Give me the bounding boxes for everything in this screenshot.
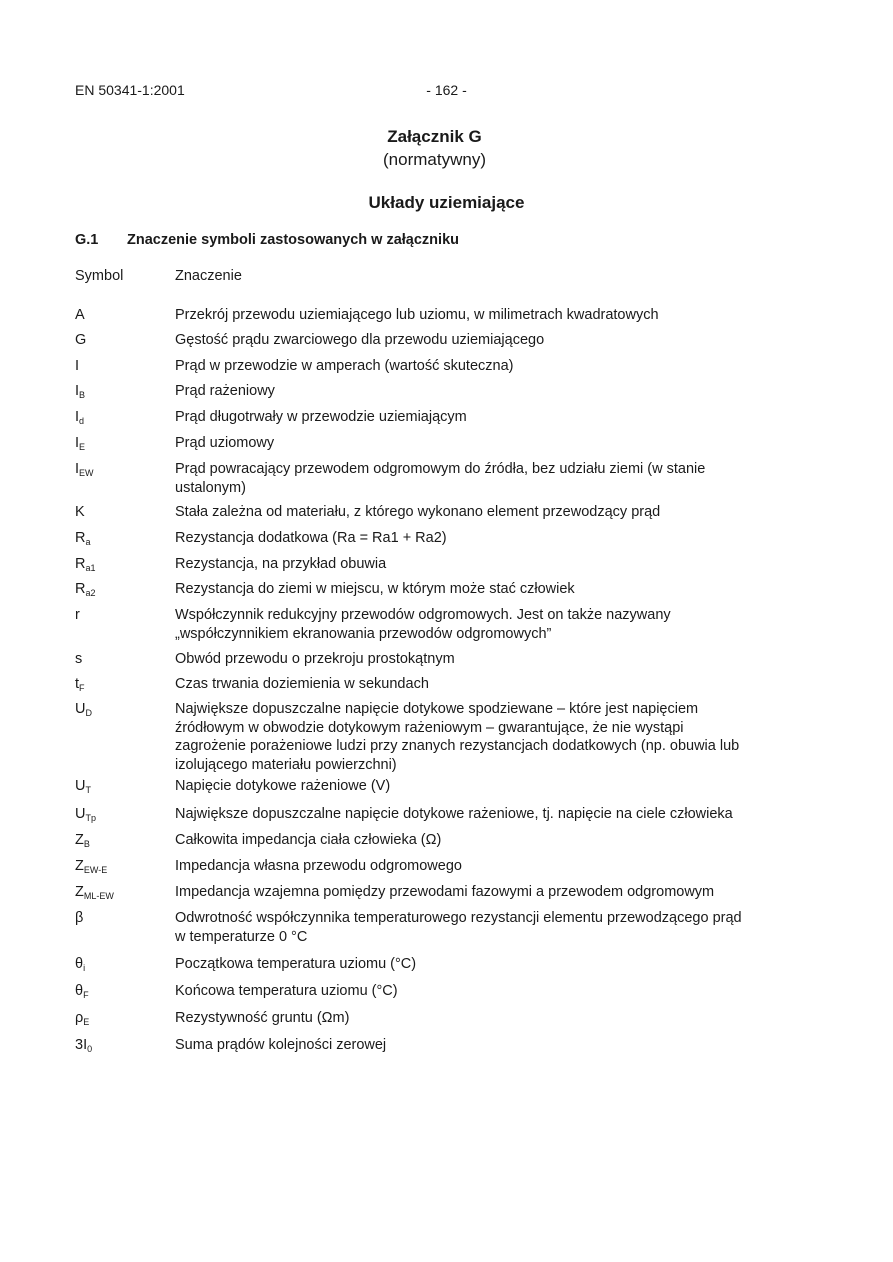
symbol-base: θ bbox=[75, 983, 84, 999]
column-meaning-header: Znaczenie bbox=[175, 268, 242, 284]
symbol-subscript: E bbox=[83, 1017, 90, 1027]
symbol-base: U bbox=[75, 806, 86, 822]
annex-title: Załącznik G bbox=[387, 127, 482, 146]
page-number: - 162 - bbox=[426, 82, 467, 98]
section-title: Znaczenie symboli zastosowanych w załączniku bbox=[127, 232, 459, 248]
meaning-cell: Największe dopuszczalne napięcie dotykowe spodziewane – które jest napięciem źródłowym w obwodzie dotykowym rażeniowym – gwarantujące, że nie wystąpi zagrożenie porażeniowe ludzi przy znanych rezystancjach dodatkowych (np. obuwia lub izolującego materiału powierzchni) bbox=[175, 701, 740, 773]
symbol-cell bbox=[75, 606, 165, 625]
meaning-cell: Początkowa temperatura uziomu (°C) bbox=[175, 956, 417, 972]
symbol-cell bbox=[75, 883, 165, 902]
symbol-base: θ bbox=[75, 956, 84, 972]
column-symbol-header: Symbol bbox=[75, 268, 124, 284]
symbol-cell bbox=[75, 909, 165, 928]
symbol-base: A bbox=[75, 307, 85, 323]
meaning-cell: Odwrotność współczynnika temperaturowego rezystancji elementu przewodzącego prąd w temperaturze 0 °C bbox=[175, 910, 742, 945]
symbol-cell bbox=[75, 529, 165, 548]
symbol-base: R bbox=[75, 530, 86, 546]
meaning-cell: Rezystancja, na przykład obuwia bbox=[175, 556, 387, 572]
meaning-cell: Przekrój przewodu uziemiającego lub uziomu, w milimetrach kwadratowych bbox=[175, 307, 659, 323]
symbol-base: U bbox=[75, 778, 86, 794]
symbol-base: ρ bbox=[75, 1010, 84, 1026]
meaning-cell: Prąd powracający przewodem odgromowym do źródła, bez udziału ziemi (w stanie ustalonym) bbox=[175, 461, 706, 496]
symbol-cell bbox=[75, 857, 165, 876]
symbol-base: I bbox=[75, 435, 80, 451]
symbol-cell bbox=[75, 982, 165, 1001]
symbol-cell bbox=[75, 434, 165, 453]
meaning-cell: Czas trwania doziemienia w sekundach bbox=[175, 676, 429, 692]
symbol-subscript: 0 bbox=[87, 1044, 93, 1054]
meaning-cell: Prąd rażeniowy bbox=[175, 383, 275, 399]
symbol-subscript: T bbox=[85, 785, 91, 795]
meaning-cell: Końcowa temperatura uziomu (°C) bbox=[175, 983, 398, 999]
symbol-subscript: D bbox=[85, 708, 92, 718]
symbol-base: 3I bbox=[75, 1037, 88, 1053]
symbol-subscript: ML-EW bbox=[83, 891, 114, 901]
symbol-subscript: d bbox=[79, 416, 85, 426]
symbol-cell bbox=[75, 650, 165, 669]
symbol-base: I bbox=[75, 383, 80, 399]
section-heading bbox=[75, 232, 459, 248]
main-title-wrap bbox=[0, 193, 893, 213]
symbol-cell bbox=[75, 1036, 165, 1055]
meaning-cell: Prąd uziomowy bbox=[175, 435, 275, 451]
symbol-base: G bbox=[75, 332, 87, 348]
meaning-cell: Stała zależna od materiału, z którego wykonano element przewodzący prąd bbox=[175, 504, 661, 520]
symbol-base: I bbox=[75, 409, 80, 425]
symbol-cell bbox=[75, 408, 165, 427]
meaning-cell: Napięcie dotykowe rażeniowe (V) bbox=[175, 778, 391, 794]
symbol-subscript: F bbox=[83, 990, 89, 1000]
symbol-cell bbox=[75, 357, 165, 376]
meaning-cell: Prąd w przewodzie w amperach (wartość skuteczna) bbox=[175, 358, 514, 374]
page-number-wrap bbox=[0, 82, 893, 98]
symbol-subscript: a2 bbox=[85, 588, 96, 598]
symbol-cell bbox=[75, 805, 165, 824]
annex-heading bbox=[0, 126, 893, 171]
meaning-cell: Rezystancja do ziemi w miejscu, w którym może stać człowiek bbox=[175, 581, 575, 597]
symbol-subscript: EW bbox=[79, 468, 94, 478]
symbol-base: r bbox=[75, 607, 80, 623]
standard-id: EN 50341-1:2001 bbox=[75, 82, 185, 98]
meaning-cell: Całkowita impedancja ciała człowieka (Ω) bbox=[175, 832, 442, 848]
meaning-cell: Impedancja wzajemna pomiędzy przewodami fazowymi a przewodem odgromowym bbox=[175, 884, 715, 900]
symbol-cell bbox=[75, 306, 165, 325]
main-title: Układy uziemiające bbox=[368, 193, 525, 212]
symbol-cell bbox=[75, 580, 165, 599]
symbol-subscript: B bbox=[83, 839, 90, 849]
symbol-subscript: a bbox=[85, 537, 91, 547]
symbol-cell bbox=[75, 460, 165, 479]
symbol-cell bbox=[75, 675, 165, 694]
symbol-cell bbox=[75, 700, 165, 719]
symbol-base: s bbox=[75, 651, 83, 667]
symbol-subscript: Tp bbox=[85, 813, 96, 823]
symbol-base: Z bbox=[75, 832, 84, 848]
symbol-cell bbox=[75, 831, 165, 850]
symbol-subscript: EW-E bbox=[83, 865, 108, 875]
symbol-subscript: B bbox=[79, 390, 86, 400]
symbol-base: t bbox=[75, 676, 80, 692]
symbol-subscript: F bbox=[79, 683, 85, 693]
meaning-cell: Obwód przewodu o przekroju prostokątnym bbox=[175, 651, 455, 667]
symbol-cell bbox=[75, 555, 165, 574]
symbol-base: I bbox=[75, 358, 80, 374]
symbol-base: R bbox=[75, 581, 86, 597]
symbol-subscript: i bbox=[83, 963, 86, 973]
meaning-cell: Impedancja własna przewodu odgromowego bbox=[175, 858, 462, 874]
annex-subtitle: (normatywny) bbox=[383, 150, 486, 169]
section-number: G.1 bbox=[75, 232, 99, 248]
meaning-cell: Rezystancja dodatkowa (Ra = Ra1 + Ra2) bbox=[175, 530, 447, 546]
symbol-subscript: E bbox=[79, 442, 86, 452]
meaning-cell: Gęstość prądu zwarciowego dla przewodu uziemiającego bbox=[175, 332, 545, 348]
symbol-subscript: a1 bbox=[85, 563, 96, 573]
symbol-base: K bbox=[75, 504, 85, 520]
symbol-cell bbox=[75, 777, 165, 796]
symbol-base: β bbox=[75, 910, 84, 926]
symbol-base: U bbox=[75, 701, 86, 717]
symbol-cell bbox=[75, 382, 165, 401]
symbol-cell bbox=[75, 503, 165, 522]
symbol-cell bbox=[75, 1009, 165, 1028]
meaning-cell: Największe dopuszczalne napięcie dotykowe rażeniowe, tj. napięcie na ciele człowieka bbox=[175, 806, 733, 822]
meaning-cell: Prąd długotrwały w przewodzie uziemiającym bbox=[175, 409, 467, 425]
meaning-cell: Rezystywność gruntu (Ωm) bbox=[175, 1010, 350, 1026]
meaning-cell: Suma prądów kolejności zerowej bbox=[175, 1037, 387, 1053]
symbol-cell bbox=[75, 331, 165, 350]
symbol-cell bbox=[75, 955, 165, 974]
symbol-base: R bbox=[75, 556, 86, 572]
symbol-base: I bbox=[75, 461, 80, 477]
symbol-base: Z bbox=[75, 858, 84, 874]
meaning-cell: Współczynnik redukcyjny przewodów odgromowych. Jest on także nazywany „współczynnikiem ekranowania przewodów odgromowych” bbox=[175, 607, 671, 642]
symbol-base: Z bbox=[75, 884, 84, 900]
